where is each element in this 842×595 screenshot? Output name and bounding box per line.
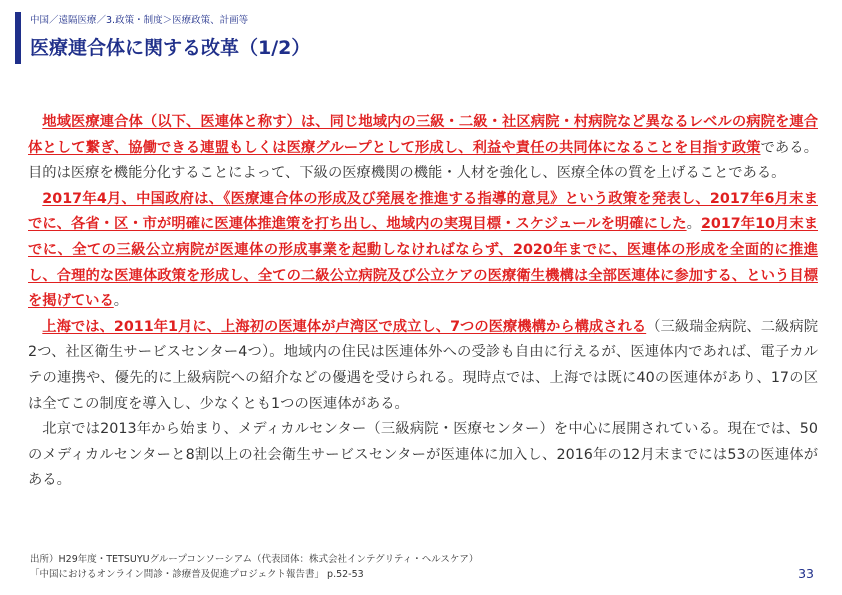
- source-line: 「中国におけるオンライン問診・診療普及促進プロジェクト報告書」 p.52-53: [30, 569, 364, 580]
- paragraph-text: である。目的は医療を機能分化することによって、下級の医療機関の機能・人材を強化し、医療全体の質を上げることである。: [28, 139, 819, 182]
- paragraph-policy-2017: [28, 187, 818, 315]
- paragraph-text: 。: [686, 216, 701, 233]
- paragraph-text: （三級瑞金病院、二級病院2つ、社区衛生サービスセンター4つ）。地域内の住民は医連体外への受診も自由に行えるが、医連体内であれば、電子カルテの連携や、優先的に上級病院への紹介などの優遇を受けられる。現時点では、上海では既に40の医連体があり、17の区は全てこの制度を導入し、少なくとも1つの医連体がある。: [28, 318, 818, 412]
- highlight-text: 上海では、2011年1月に、上海初の医連体が卢湾区で成立し、7つの医療機構から構成される: [42, 318, 647, 335]
- highlight-text: 2017年4月、中国政府は、《医療連合体の形成及び発展を推進する指導的意見》という政策を発表し、2017年6月末までに、各省・区・市が明確に医連体推進策を打ち出し、地域内の実現目標・スケジュールを明確にした: [28, 190, 818, 233]
- paragraph-shanghai: [28, 315, 818, 417]
- highlight-text: 地域医療連合体（以下、医連体と称す）は、同じ地域内の三級・二級・社区病院・村病院など異なるレベルの病院を連合体として繋ぎ、協働できる連盟もしくは医療グループとして形成し、利益や責任の共同体になることを目指す政策: [28, 114, 818, 156]
- paragraph-definition: [28, 110, 818, 187]
- page-title: 医療連合体に関する改革（1/2）: [30, 37, 311, 59]
- paragraph-beijing: [28, 417, 818, 494]
- page-number: 33: [798, 566, 814, 581]
- highlight-text: 2017年10月末までに、全ての三級公立病院が医連体の形成事業を起動しなければならず、2020年までに、医連体の形成を全面的に推進し、合理的な医連体政策を形成し、全ての二級公立病院及び公立ケアの医療衛生機構は全部医連体に参加する、という目標を掲げている: [28, 216, 819, 310]
- source-note: [30, 552, 478, 582]
- paragraph-text: 北京では2013年から始まり、メディカルセンター（三級病院・医療センター）を中心に展開されている。現在では、50のメディカルセンターと8割以上の社会衛生サービスセンターが医連体に加入し、2016年の12月末までには53の医連体がある。: [28, 421, 818, 489]
- body-text: [28, 110, 818, 494]
- breadcrumb: 中国／遠隔医療／3.政策・制度＞医療政策、計画等: [30, 15, 249, 26]
- source-line: 出所）H29年度・TETSUYUグループコンソーシアム（代表団体：株式会社インテグリティ・ヘルスケア）: [30, 554, 479, 565]
- paragraph-text: 。: [113, 293, 129, 310]
- title-accent-bar: [15, 12, 21, 64]
